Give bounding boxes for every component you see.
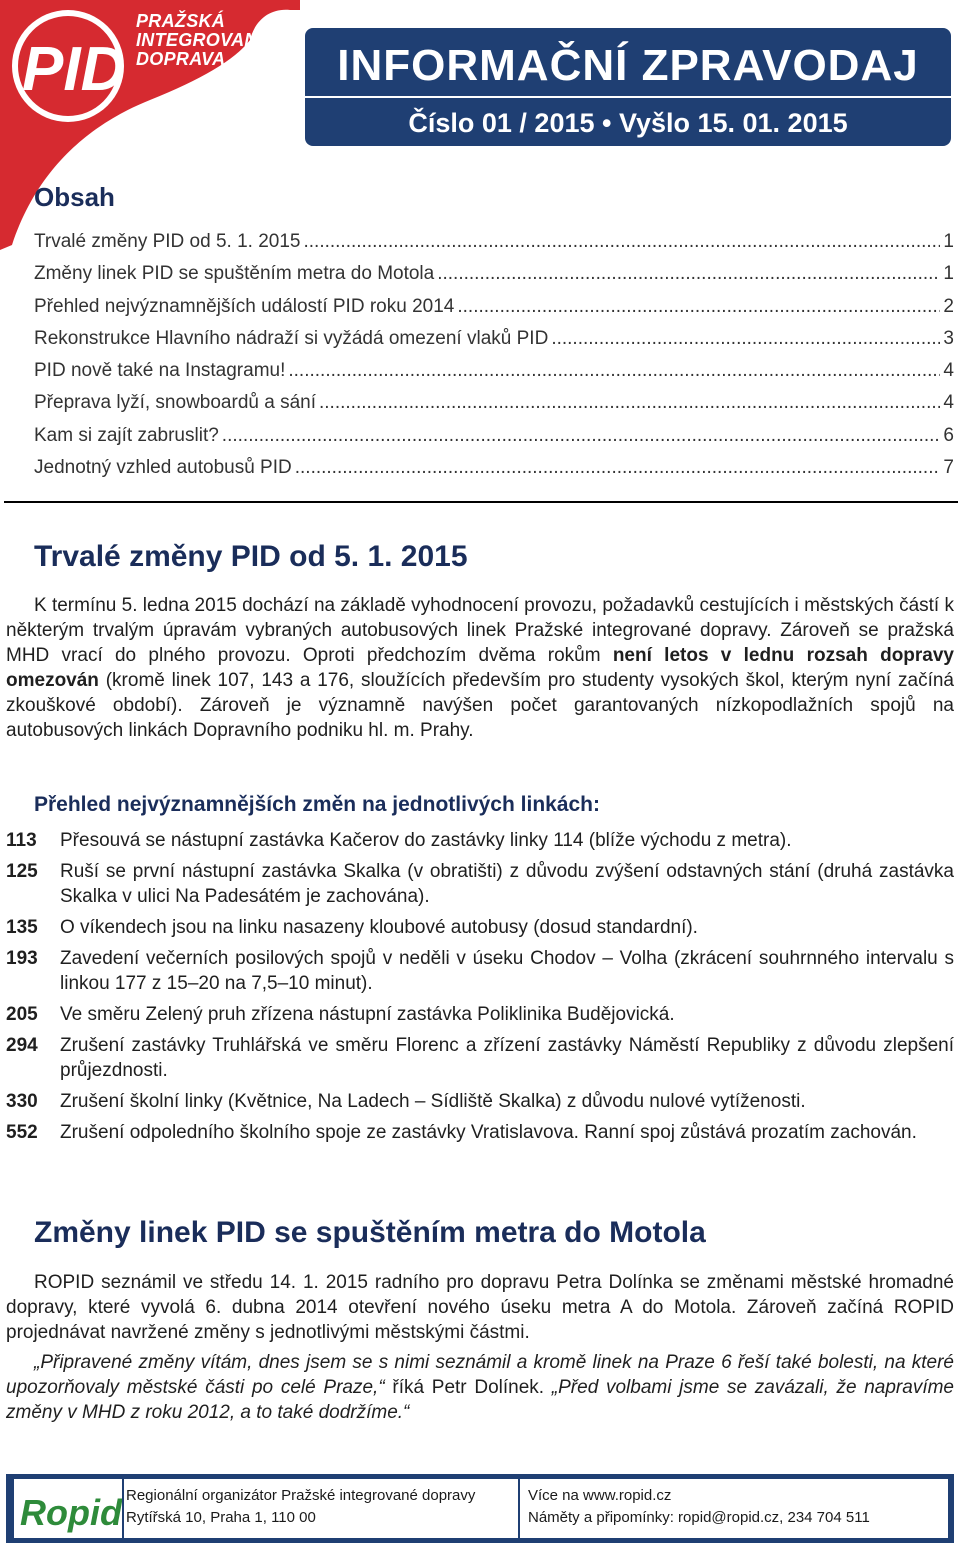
line-number: 294 [6, 1035, 38, 1056]
section1-heading: Trvalé změny PID od 5. 1. 2015 [34, 540, 468, 573]
section2-heading: Změny linek PID se spuštěním metra do Motola [34, 1216, 706, 1249]
masthead-banner [305, 28, 951, 146]
brand-line-1: PRAŽSKÁ [136, 11, 226, 31]
issue-info: Číslo 01 / 2015 • Vyšlo 15. 01. 2015 [408, 108, 848, 138]
pid-logo-text: PID [22, 35, 126, 104]
toc-heading: Obsah [34, 182, 115, 212]
ropid-logo [14, 1479, 122, 1538]
footer-org-name: Regionální organizátor Pražské integrované dopravy [126, 1487, 476, 1504]
list-item: 193 Zavedení večerních posilových spojů v neděli v úseku Chodov – Volha (zkrácení souhrnného intervalu s linkou 177 z 15–20 na 7,5–10 minut). [6, 948, 954, 994]
footer-address: Rytířská 10, Praha 1, 110 00 [126, 1509, 316, 1526]
toc-item[interactable]: Změny linek PID se spuštěním metra do Motola ..... 1 [34, 263, 954, 295]
list-item: 125 Ruší se první nástupní zastávka Skalka (v obratišti) z důvodu zvýšení odstavných stání (druhá zastávka Skalka v ulici Na Padesátém je zachována). [6, 861, 954, 907]
line-changes-list [6, 828, 954, 1151]
footer [6, 1474, 954, 1543]
toc-item[interactable]: Kam si zajít zabruslit? ..... 6 [34, 425, 954, 457]
svg-text:Ropid: Ropid [20, 1492, 122, 1533]
list-item: 205 Ve směru Zelený pruh zřízena nástupní zastávka Poliklinika Budějovická. [6, 1004, 675, 1025]
toc-item[interactable]: Jednotný vzhled autobusů PID ..... 7 [34, 457, 954, 489]
toc-item[interactable]: PID nově také na Instagramu! ..... 4 [34, 360, 954, 392]
list-item: 330 Zrušení školní linky (Květnice, Na Ladech – Sídliště Skalka) z důvodu nulové vytíženosti. [6, 1091, 806, 1112]
list-item: 113 Přesouvá se nástupní zastávka Kačerov do zastávky linky 114 (blíže východu z metra). [6, 830, 792, 851]
ropid-logo-box [14, 1479, 122, 1538]
section2-paragraph-1: ROPID seznámil ve středu 14. 1. 2015 radního pro dopravu Petra Dolínka se změnami městské hromadné dopravy, které vyvolá 6. dubna 2014 otevření nového úseku metra A do Motola. Zároveň začíná ROPID projednávat navržené změny s jednotlivými městskými částmi. [6, 1272, 954, 1343]
line-number: 330 [6, 1091, 38, 1112]
section1-paragraph: K termínu 5. ledna 2015 dochází na základě vyhodnocení provozu, požadavků cestujících i městských částí k některým trvalým úpravám vybraných autobusových linek Pražské integrované dopravy. Zároveň se pražská MHD vrací do plného provozu. Oproti předchozím dvěma rokům není letos v lednu rozsah dopravy omezován (kromě linek 107, 143 a 176, sloužících především pro studenty vysokých škol, kterým nyní začíná zkouškové období). Zároveň je významně navýšen počet garantovaných nízkopodlažních spojů na autobusových linkách Dopravního podniku hl. m. Prahy. [6, 595, 954, 741]
footer-contact[interactable]: Náměty a připomínky: ropid@ropid.cz, 234 704 511 [528, 1509, 870, 1526]
brand-line-2: INTEGROVANÁ [136, 30, 271, 50]
line-number: 552 [6, 1122, 38, 1143]
list-item: 294 Zrušení zastávky Truhlářská ve směru Florenc a zřízení zastávky Náměstí Republiky z důvodu zlepšení průjezdnosti. [6, 1035, 954, 1081]
newsletter-title: INFORMAČNÍ ZPRAVODAJ [337, 41, 919, 90]
list-item: 135 O víkendech jsou na linku nasazeny kloubové autobusy (dosud standardní). [6, 917, 698, 938]
toc-item[interactable]: Přeprava lyží, snowboardů a sání ..... 4 [34, 392, 954, 424]
footer-web-link[interactable]: Více na www.ropid.cz [528, 1487, 672, 1504]
toc-item[interactable]: Trvalé změny PID od 5. 1. 2015 ..... 1 [34, 231, 954, 263]
brand-name [136, 12, 271, 69]
line-number: 125 [6, 861, 38, 882]
line-number: 205 [6, 1004, 38, 1025]
brand-line-3: DOPRAVA [136, 49, 226, 69]
section-divider [4, 501, 958, 503]
line-number: 135 [6, 917, 38, 938]
line-number: 193 [6, 948, 38, 969]
line-changes-subheading: Přehled nejvýznamnějších změn na jednotlivých linkách: [34, 793, 601, 816]
toc-item[interactable]: Přehled nejvýznamnějších událostí PID roku 2014 ..... 2 [34, 296, 954, 328]
list-item: 552 Zrušení odpoledního školního spoje ze zastávky Vratislavova. Ranní spoj zůstává prozatím zachován. [6, 1122, 917, 1143]
table-of-contents [34, 231, 954, 489]
line-number: 113 [6, 830, 37, 851]
section2-quote: „Připravené změny vítám, dnes jsem se s nimi seznámil a kromě linek na Praze 6 řeší také bolesti, na které upozorňovaly městské části po celé Praze,“ říká Petr Dolínek. „Před volbami jsme se zavázali, že napravíme změny v MHD z roku 2012, a to také dodržíme.“ [6, 1352, 955, 1423]
toc-item[interactable]: Rekonstrukce Hlavního nádraží si vyžádá omezení vlaků PID ..... 3 [34, 328, 954, 360]
